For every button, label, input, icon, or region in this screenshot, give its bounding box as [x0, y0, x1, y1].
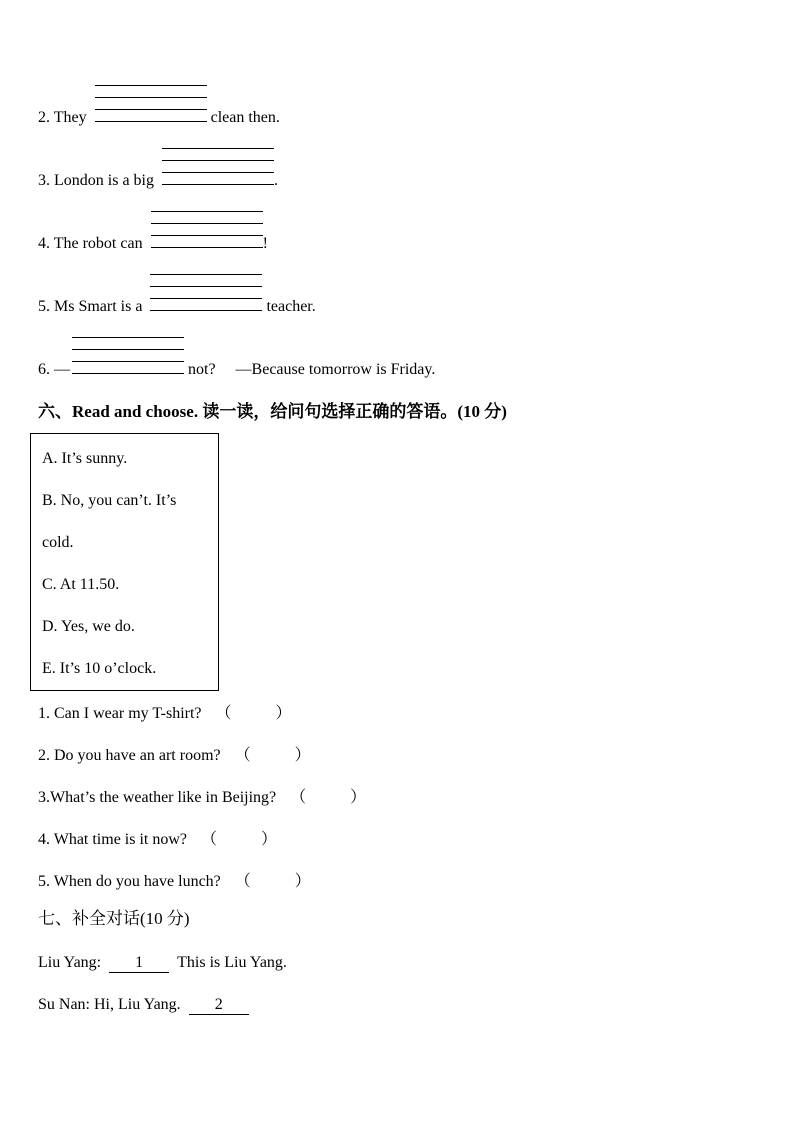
writing-lines-blank — [151, 211, 263, 248]
fill-item-4-prefix: 4. The robot can — [38, 235, 143, 252]
choice-e: E. It’s 10 o’clock. — [42, 660, 157, 678]
fill-item-5 — [38, 274, 794, 315]
answer-paren-open: （ — [234, 873, 251, 891]
answer-paren-open: （ — [201, 831, 218, 849]
writing-lines-blank — [162, 148, 274, 185]
choice-a: A. It’s sunny. — [42, 450, 128, 468]
answer-paren-close: ） — [294, 747, 311, 765]
answer-paren-open: （ — [234, 747, 251, 765]
question-5-text: 5. When do you have lunch? — [38, 873, 221, 891]
fill-item-3 — [38, 148, 794, 189]
answer-paren-close: ） — [275, 705, 292, 723]
fill-item-6 — [38, 337, 794, 378]
fill-item-4 — [38, 211, 794, 252]
answer-paren-open: （ — [290, 789, 307, 807]
choice-b: B. No, you can’t. It’s — [42, 492, 177, 510]
question-5 — [38, 861, 794, 903]
fill-item-2-prefix: 2. They — [38, 109, 87, 126]
dialog-speaker: Su Nan: Hi, Liu Yang. — [38, 995, 181, 1013]
answer-paren-close: ） — [350, 789, 367, 807]
fill-item-2 — [38, 85, 794, 126]
choice-b-wrap: cold. — [42, 534, 74, 552]
writing-lines-blank — [150, 274, 262, 311]
writing-lines-blank — [95, 85, 207, 122]
answer-paren-open: （ — [215, 705, 232, 723]
question-1 — [38, 693, 794, 735]
fill-item-3-prefix: 3. London is a big — [38, 172, 154, 189]
fill-item-6-suffix: not? —Because tomorrow is Friday. — [184, 361, 436, 378]
choice-c: C. At 11.50. — [42, 576, 120, 594]
question-2 — [38, 735, 794, 777]
section-seven-heading: 七、补全对话(10 分) — [38, 909, 190, 929]
numbered-blank-1: 1 — [109, 954, 169, 973]
answer-choices-box — [30, 433, 219, 691]
question-list — [30, 693, 794, 903]
fill-item-4-suffix: ! — [262, 235, 268, 252]
choice-d: D. Yes, we do. — [42, 618, 135, 636]
question-3 — [38, 777, 794, 819]
fill-item-2-suffix: clean then. — [206, 109, 280, 126]
question-4-text: 4. What time is it now? — [38, 831, 188, 849]
dialog-line-su-nan — [38, 984, 794, 1026]
question-3-text: 3.What’s the weather like in Beijing? — [38, 789, 277, 807]
fill-item-6-prefix: 6. — — [38, 361, 70, 378]
fill-item-5-prefix: 5. Ms Smart is a — [38, 298, 143, 315]
question-2-text: 2. Do you have an art room? — [38, 747, 221, 765]
dialog-line-liu-yang — [38, 942, 794, 984]
dialog-speaker: Liu Yang: — [38, 953, 102, 971]
answer-paren-close: ） — [261, 831, 278, 849]
question-4 — [38, 819, 794, 861]
answer-paren-close: ） — [294, 873, 311, 891]
fill-item-5-suffix: teacher. — [262, 298, 316, 315]
fill-blank-section — [30, 85, 794, 378]
dialog-after: This is Liu Yang. — [177, 953, 287, 971]
question-1-text: 1. Can I wear my T-shirt? — [38, 705, 202, 723]
section-six-heading: 六、Read and choose. 读一读，给问句选择正确的答语。(10 分) — [38, 402, 507, 421]
writing-lines-blank — [72, 337, 184, 374]
numbered-blank-2: 2 — [189, 996, 249, 1015]
dialogue-section — [30, 942, 794, 1026]
fill-item-3-suffix: . — [274, 172, 278, 189]
